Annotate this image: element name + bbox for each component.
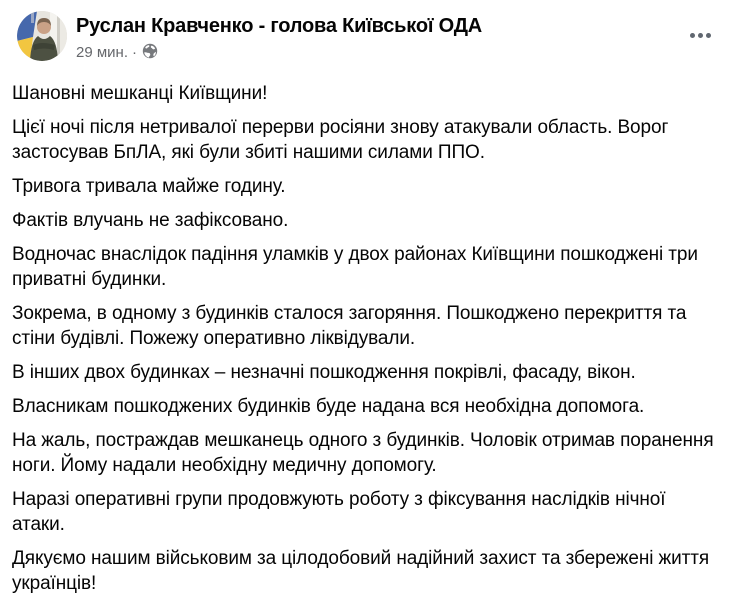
author-name[interactable]: Руслан Кравченко - голова Київської ОДА [76,15,483,37]
globe-public-icon [142,43,158,64]
post-paragraph: Зокрема, в одному з будинків сталося загоряння. Пошкоджено перекриття та стіни будівлі. Пожежу оперативно ліквідували. [12,303,687,349]
profile-avatar[interactable] [17,11,67,61]
post-paragraph: Дякуємо нашим військовим за цілодобовий надійний захист та збережені життя українців! [12,548,710,594]
post-paragraph: В інших двох будинках – незначні пошкодження покрівлі, фасаду, вікон. [12,362,636,383]
post-paragraph: Наразі оперативні групи продовжують роботу з фіксування наслідків нічної атаки. [12,489,666,535]
dot-separator: · [132,44,137,61]
post-header [0,0,731,64]
post-paragraph: Шановні мешканці Київщини! [12,83,268,104]
ellipsis-icon [690,33,711,38]
post-paragraph: На жаль, постраждав мешканець одного з будинків. Чоловік отримав поранення ноги. Йому надали необхідну медичну допомогу. [12,430,714,476]
post-paragraph: Цієї ночі після нетривалої перерви росіяни знову атакували область. Ворог застосував БпЛА, які були збиті нашими силами ППО. [12,117,669,163]
post-paragraph: Водночас внаслідок падіння уламків у двох районах Київщини пошкоджені три приватні будинки. [12,244,698,290]
post-meta-row [76,42,683,64]
post-text [0,64,731,596]
header-meta [76,11,683,64]
avatar-image [17,11,67,61]
post-paragraph: Тривога тривала майже годину. [12,176,286,197]
post-paragraph: Власникам пошкоджених будинків буде надана вся необхідна допомога. [12,396,645,417]
post-paragraph: Фактів влучань не зафіксовано. [12,210,289,231]
post-options-button[interactable] [683,20,717,50]
timestamp[interactable]: 29 мин. [76,44,128,61]
